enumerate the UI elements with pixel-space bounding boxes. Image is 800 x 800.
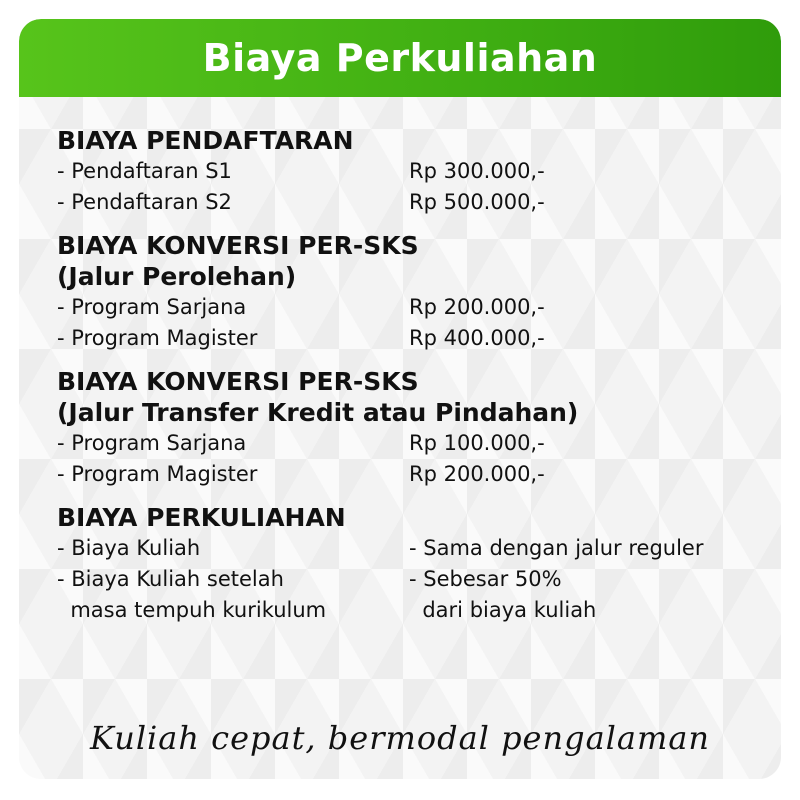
section-title: BIAYA PERKULIAHAN <box>57 503 346 532</box>
fee-label: masa tempuh kurikulum <box>57 598 327 622</box>
section-registration-fee <box>57 125 757 218</box>
section-title: BIAYA KONVERSI PER-SKS <box>57 231 419 260</box>
fee-value: Rp 100.000,- <box>409 431 545 455</box>
fee-value: Rp 500.000,- <box>409 190 545 214</box>
fee-row <box>57 323 757 354</box>
fee-row <box>57 187 757 218</box>
fee-value: Rp 400.000,- <box>409 326 545 350</box>
fee-label: - Program Magister <box>57 326 258 350</box>
fee-row <box>57 564 757 595</box>
section-subtitle: (Jalur Transfer Kredit atau Pindahan) <box>57 398 579 427</box>
section-conversion-fee-acquisition <box>57 230 757 354</box>
section-conversion-fee-transfer <box>57 366 757 490</box>
fee-label: - Biaya Kuliah setelah <box>57 567 284 591</box>
fee-value: - Sama dengan jalur reguler <box>409 536 704 560</box>
fee-label: - Program Magister <box>57 462 258 486</box>
fee-row <box>57 428 757 459</box>
section-tuition-fee <box>57 502 757 626</box>
fee-label: - Pendaftaran S2 <box>57 190 232 214</box>
fee-label: - Biaya Kuliah <box>57 536 201 560</box>
fee-value: dari biaya kuliah <box>409 598 597 622</box>
section-title: BIAYA KONVERSI PER-SKS <box>57 367 419 396</box>
fee-label: - Program Sarjana <box>57 431 247 455</box>
header-banner <box>19 19 781 97</box>
fee-row <box>57 459 757 490</box>
page-title: Biaya Perkuliahan <box>202 36 598 80</box>
fee-label: - Program Sarjana <box>57 295 247 319</box>
fee-label: - Pendaftaran S1 <box>57 159 232 183</box>
fee-row-continued <box>57 595 757 626</box>
fee-row <box>57 156 757 187</box>
section-title: BIAYA PENDAFTARAN <box>57 126 354 155</box>
tagline: Kuliah cepat, bermodal pengalaman <box>90 719 710 757</box>
fee-value: Rp 300.000,- <box>409 159 545 183</box>
section-subtitle: (Jalur Perolehan) <box>57 262 297 291</box>
fee-value: Rp 200.000,- <box>409 295 545 319</box>
fee-row <box>57 533 757 564</box>
fee-value: - Sebesar 50% <box>409 567 562 591</box>
fee-content <box>57 125 757 638</box>
fee-value: Rp 200.000,- <box>409 462 545 486</box>
fee-row <box>57 292 757 323</box>
fee-card <box>19 19 781 779</box>
